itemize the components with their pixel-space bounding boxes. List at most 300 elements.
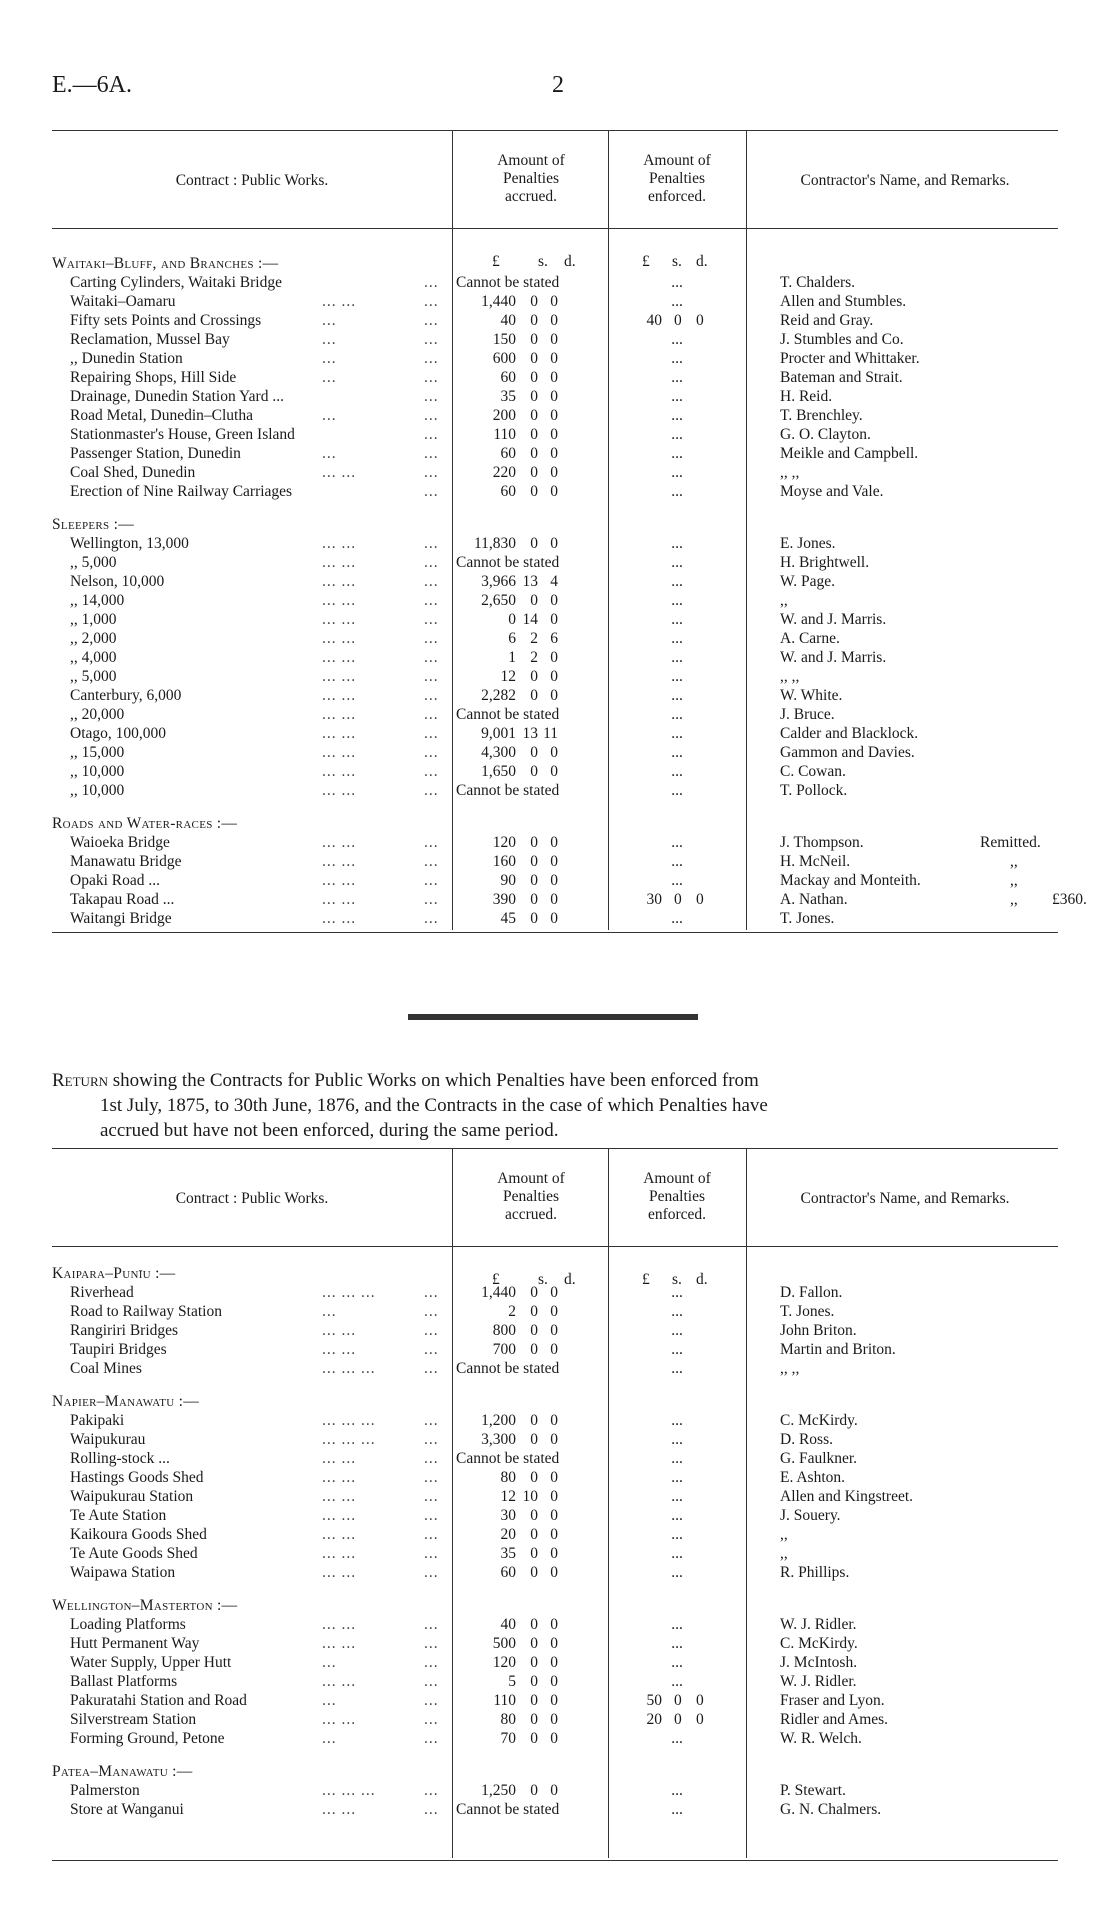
header-top-rule <box>52 1148 1058 1149</box>
header-accrued-line: accrued. <box>504 188 558 205</box>
contractor-name: C. McKirdy. <box>780 1412 858 1429</box>
contractor-name: G. N. Chalmers. <box>780 1801 882 1818</box>
row-dots: ... ... ... <box>322 1284 376 1301</box>
pence: 0 <box>550 1322 558 1339</box>
header-enforced-line: Amount of <box>643 152 711 169</box>
pounds: 60 <box>500 369 516 386</box>
pounds: 9,001 <box>481 725 516 742</box>
enforced-amount: ... <box>671 853 683 870</box>
pounds: 200 <box>492 407 516 424</box>
table-row <box>52 1563 1058 1582</box>
enforced-amount: ... <box>671 1635 683 1652</box>
accrued-amount: Cannot be stated <box>456 1360 560 1377</box>
row-label: Reclamation, Mussel Bay <box>70 331 230 348</box>
shillings: 0 <box>530 369 538 386</box>
shillings: 13 <box>522 725 538 742</box>
pence: 0 <box>550 1730 558 1747</box>
row-label: Te Aute Station <box>70 1507 167 1524</box>
shillings: 14 <box>522 611 538 628</box>
pence: 0 <box>550 1488 558 1505</box>
pence: 0 <box>550 483 558 500</box>
row-leader: ... <box>424 891 439 908</box>
table-bottom-rule <box>52 1860 1058 1861</box>
pence: 4 <box>550 573 558 590</box>
shillings: 0 <box>530 388 538 405</box>
shillings: 0 <box>530 1322 538 1339</box>
shillings: 0 <box>674 891 682 908</box>
row-label: Waipawa Station <box>70 1564 176 1581</box>
accrued-amount <box>456 330 608 349</box>
table-row <box>52 743 1058 762</box>
shillings: 0 <box>530 891 538 908</box>
pence: 0 <box>550 891 558 908</box>
row-leader: ... <box>424 1526 439 1543</box>
table-row <box>52 368 1058 387</box>
enforced-amount: ... <box>671 872 683 889</box>
row-leader: ... <box>424 1545 439 1562</box>
pounds: 30 <box>646 891 662 908</box>
enforced-amount: ... <box>671 1654 683 1671</box>
row-leader: ... <box>424 535 439 552</box>
row-label: Passenger Station, Dunedin <box>70 445 241 462</box>
table-row <box>52 1525 1058 1544</box>
enforced-amount: ... <box>671 725 683 742</box>
pence: 0 <box>550 834 558 851</box>
pence: 0 <box>550 464 558 481</box>
contractor-name: Meikle and Campbell. <box>780 445 919 462</box>
table-row <box>52 553 1058 572</box>
row-leader: ... <box>424 872 439 889</box>
table-row <box>52 406 1058 425</box>
accrued-amount <box>456 1710 608 1729</box>
accrued-amount <box>456 1615 608 1634</box>
pounds: 1,440 <box>481 293 516 310</box>
contractor-name: H. Brightwell. <box>780 554 870 571</box>
accrued-amount <box>456 349 608 368</box>
table-row <box>52 1430 1058 1449</box>
table-row <box>52 330 1058 349</box>
header-contract: Contract : Public Works. <box>175 172 329 189</box>
row-leader: ... <box>424 388 439 405</box>
accrued-amount <box>456 686 608 705</box>
table-row <box>52 425 1058 444</box>
section-title: Napier–Manawatu :— <box>52 1393 200 1410</box>
row-leader: ... <box>424 1730 439 1747</box>
contractor-name: W. and J. Marris. <box>780 611 887 628</box>
contractor-name: ,, ,, <box>780 1360 800 1377</box>
pence: 0 <box>696 891 704 908</box>
table-row <box>52 292 1058 311</box>
shillings: 0 <box>530 1303 538 1320</box>
accrued-amount: Cannot be stated <box>456 554 560 571</box>
header-enforced <box>612 1170 742 1224</box>
enforced-amount: ... <box>671 1341 683 1358</box>
enforced-amount: ... <box>671 1545 683 1562</box>
pence: 0 <box>550 1635 558 1652</box>
row-dots: ... ... <box>322 1469 357 1486</box>
table-row <box>52 890 1087 909</box>
pounds: 390 <box>492 891 516 908</box>
accrued-amount <box>456 572 608 591</box>
pounds: 6 <box>508 630 516 647</box>
row-label: Store at Wanganui <box>70 1801 184 1818</box>
contractor-name: D. Fallon. <box>780 1284 843 1301</box>
pounds: 800 <box>492 1322 516 1339</box>
pence: 0 <box>550 1469 558 1486</box>
pounds: 150 <box>492 331 516 348</box>
row-label: Otago, 100,000 <box>70 725 167 742</box>
table-row <box>52 1283 1058 1302</box>
contractor-name: H. McNeil. <box>780 853 851 870</box>
shillings: 0 <box>530 1469 538 1486</box>
enforced-amount: ... <box>671 1801 683 1818</box>
enforced-amount: ... <box>671 274 683 291</box>
document-reference: E.—6A. <box>52 72 132 98</box>
enforced-amount: ... <box>671 369 683 386</box>
row-label: ,, 10,000 <box>70 763 125 780</box>
contractor-name: Fraser and Lyon. <box>780 1692 885 1709</box>
pounds: 60 <box>500 1564 516 1581</box>
enforced-amount: ... <box>671 426 683 443</box>
contractor-name: ,, ,, <box>780 464 800 481</box>
row-label: Palmerston <box>70 1782 140 1799</box>
pence: 0 <box>550 350 558 367</box>
row-leader: ... <box>424 369 439 386</box>
table-row <box>52 781 1058 800</box>
pence: 0 <box>550 668 558 685</box>
contractor-name: W. J. Ridler. <box>780 1616 857 1633</box>
column-divider <box>608 130 609 930</box>
accrued-amount <box>456 762 608 781</box>
pounds: 12 <box>500 668 516 685</box>
row-label: Repairing Shops, Hill Side <box>70 369 237 386</box>
shillings: 0 <box>530 668 538 685</box>
shillings: 0 <box>674 1711 682 1728</box>
contractor-name: ,, <box>780 1545 788 1562</box>
contractor-name: Bateman and Strait. <box>780 369 903 386</box>
enforced-amount: ... <box>671 1360 683 1377</box>
contractor-name: T. Jones. <box>780 1303 835 1320</box>
row-label: Rangiriri Bridges <box>70 1322 179 1339</box>
row-dots: ... <box>322 1654 337 1671</box>
header-enforced <box>612 152 742 206</box>
shillings: 0 <box>530 1692 538 1709</box>
accrued-amount <box>456 833 608 852</box>
pounds: 1,440 <box>481 1284 516 1301</box>
table-row <box>52 1615 1058 1634</box>
header-enforced-line: Penalties <box>649 170 705 187</box>
row-dots: ... ... ... <box>322 1782 376 1799</box>
row-leader: ... <box>424 1341 439 1358</box>
pounds: 2 <box>508 1303 516 1320</box>
enforced-amount: ... <box>671 706 683 723</box>
enforced-amount: ... <box>671 630 683 647</box>
unit-label: £ <box>642 1271 650 1288</box>
pounds: 500 <box>492 1635 516 1652</box>
row-dots: ... ... <box>322 1711 357 1728</box>
row-dots: ... ... <box>322 1564 357 1581</box>
row-leader: ... <box>424 668 439 685</box>
header-accrued <box>456 1170 606 1224</box>
row-leader: ... <box>424 274 439 291</box>
table-row <box>52 686 1058 705</box>
enforced-amount: ... <box>671 445 683 462</box>
row-leader: ... <box>424 611 439 628</box>
contractor-name: ,, <box>780 1526 788 1543</box>
shillings: 10 <box>522 1488 538 1505</box>
page-number: 2 <box>552 72 564 98</box>
row-dots: ... ... <box>322 1488 357 1505</box>
row-label: ,, 1,000 <box>70 611 117 628</box>
row-dots: ... ... <box>322 464 357 481</box>
row-dots: ... ... <box>322 706 357 723</box>
unit-label: d. <box>564 253 576 270</box>
header-enforced-line: enforced. <box>647 188 707 205</box>
accrued-amount <box>456 311 608 330</box>
pence: 0 <box>550 1341 558 1358</box>
table-row <box>52 1653 1058 1672</box>
row-leader: ... <box>424 1616 439 1633</box>
header-accrued-line: Amount of <box>497 152 565 169</box>
accrued-amount: Cannot be stated <box>456 1801 560 1818</box>
row-leader: ... <box>424 426 439 443</box>
accrued-amount <box>456 1634 608 1653</box>
shillings: 0 <box>530 483 538 500</box>
pence: 0 <box>550 426 558 443</box>
shillings: 0 <box>530 350 538 367</box>
enforced-amount: ... <box>671 1673 683 1690</box>
header-bottom-rule <box>52 228 1058 229</box>
accrued-amount <box>456 743 608 762</box>
shillings: 0 <box>530 1673 538 1690</box>
row-label: Loading Platforms <box>70 1616 186 1633</box>
row-leader: ... <box>424 1469 439 1486</box>
row-dots: ... ... <box>322 649 357 666</box>
section-title: Roads and Water-races :— <box>52 815 238 832</box>
header-contract: Contract : Public Works. <box>175 1190 329 1207</box>
row-label: Carting Cylinders, Waitaki Bridge <box>70 274 282 291</box>
enforced-amount: ... <box>671 1616 683 1633</box>
row-dots: ... <box>322 407 337 424</box>
unit-label: d. <box>696 253 708 270</box>
contractor-name: J. Bruce. <box>780 706 835 723</box>
pence: 0 <box>550 744 558 761</box>
row-leader: ... <box>424 312 439 329</box>
row-label: ,, 14,000 <box>70 592 125 609</box>
row-leader: ... <box>424 1507 439 1524</box>
pounds: 2,282 <box>481 687 516 704</box>
accrued-amount <box>456 852 608 871</box>
row-label: ,, 5,000 <box>70 554 117 571</box>
row-leader: ... <box>424 1303 439 1320</box>
pounds: 45 <box>500 910 516 927</box>
enforced-amount: ... <box>671 554 683 571</box>
pence: 0 <box>550 1303 558 1320</box>
pence: 0 <box>550 407 558 424</box>
enforced-amount: ... <box>671 1526 683 1543</box>
accrued-amount <box>456 1506 608 1525</box>
table-row <box>52 1691 1058 1710</box>
row-leader: ... <box>424 782 439 799</box>
pounds: 20 <box>500 1526 516 1543</box>
pence: 0 <box>550 611 558 628</box>
row-label: Hutt Permanent Way <box>70 1635 200 1652</box>
enforced-amount: ... <box>671 573 683 590</box>
pounds: 120 <box>492 1654 516 1671</box>
pence: 0 <box>550 1673 558 1690</box>
row-label: Waitangi Bridge <box>70 910 172 927</box>
table-row <box>52 349 1058 368</box>
header-accrued-line: Penalties <box>503 1188 559 1205</box>
row-leader: ... <box>424 573 439 590</box>
penalties-table-1 <box>52 130 1087 960</box>
table-row <box>52 629 1058 648</box>
row-dots: ... ... <box>322 725 357 742</box>
contractor-name: Allen and Stumbles. <box>780 293 907 310</box>
row-leader: ... <box>424 834 439 851</box>
shillings: 0 <box>530 331 538 348</box>
row-label: Te Aute Goods Shed <box>70 1545 198 1562</box>
shillings: 0 <box>530 1545 538 1562</box>
shillings: 0 <box>530 1526 538 1543</box>
row-dots: ... ... <box>322 535 357 552</box>
shillings: 0 <box>530 426 538 443</box>
row-label: Waipukurau <box>70 1431 146 1448</box>
row-label: Coal Mines <box>70 1360 142 1377</box>
section-title: Sleepers :— <box>52 516 135 533</box>
enforced-amount: ... <box>671 1488 683 1505</box>
row-leader: ... <box>424 706 439 723</box>
enforced-amount: ... <box>671 910 683 927</box>
row-leader: ... <box>424 687 439 704</box>
table-row <box>52 463 1058 482</box>
row-leader: ... <box>424 1673 439 1690</box>
shillings: 0 <box>530 1564 538 1581</box>
row-label: Road Metal, Dunedin–Clutha <box>70 407 253 424</box>
accrued-amount <box>456 1544 608 1563</box>
pence: 0 <box>550 853 558 870</box>
row-label: Taupiri Bridges <box>70 1341 167 1358</box>
pounds: 80 <box>500 1711 516 1728</box>
pounds: 2,650 <box>481 592 516 609</box>
accrued-amount <box>456 482 608 501</box>
unit-label: d. <box>696 1271 708 1288</box>
accrued-amount <box>456 667 608 686</box>
enforced-amount: ... <box>671 834 683 851</box>
row-label: Wellington, 13,000 <box>70 535 189 552</box>
table-row <box>52 610 1058 629</box>
accrued-amount <box>456 292 608 311</box>
penalties-table-2 <box>52 1148 1058 1888</box>
shillings: 0 <box>530 592 538 609</box>
enforced-amount: ... <box>671 1564 683 1581</box>
shillings: 0 <box>530 872 538 889</box>
shillings: 0 <box>674 1692 682 1709</box>
shillings: 0 <box>530 687 538 704</box>
pounds: 120 <box>492 834 516 851</box>
row-leader: ... <box>424 649 439 666</box>
row-label: Kaikoura Goods Shed <box>70 1526 207 1543</box>
contractor-name: Calder and Blacklock. <box>780 725 919 742</box>
header-bottom-rule <box>52 1246 1058 1247</box>
pounds: 1,250 <box>481 1782 516 1799</box>
pence: 6 <box>550 630 558 647</box>
table-row <box>52 648 1058 667</box>
table-row <box>52 1710 1058 1729</box>
row-label: Road to Railway Station <box>70 1303 222 1320</box>
row-dots: ... ... ... <box>322 1412 376 1429</box>
enforced-amount: ... <box>671 407 683 424</box>
remark: ,, <box>1010 872 1018 889</box>
row-leader: ... <box>424 1564 439 1581</box>
row-dots: ... <box>322 445 337 462</box>
row-dots: ... ... <box>322 1450 357 1467</box>
accrued-amount <box>456 871 608 890</box>
accrued-amount <box>456 1525 608 1544</box>
pounds: 0 <box>508 611 516 628</box>
shillings: 0 <box>530 1782 538 1799</box>
enforced-amount: ... <box>671 744 683 761</box>
contractor-name: W. J. Ridler. <box>780 1673 857 1690</box>
contractor-name: Allen and Kingstreet. <box>780 1488 914 1505</box>
pounds: 1,200 <box>481 1412 516 1429</box>
pounds: 220 <box>492 464 516 481</box>
enforced-amount: ... <box>671 350 683 367</box>
row-dots: ... ... <box>322 1341 357 1358</box>
row-leader: ... <box>424 1322 439 1339</box>
row-label: Takapau Road ... <box>70 891 175 908</box>
row-leader: ... <box>424 1284 439 1301</box>
contractor-name: J. McIntosh. <box>780 1654 858 1671</box>
pence: 0 <box>550 763 558 780</box>
unit-label: s. <box>672 253 682 270</box>
enforced-amount: ... <box>671 1431 683 1448</box>
row-dots: ... ... <box>322 1801 357 1818</box>
shillings: 0 <box>530 407 538 424</box>
enforced-amount <box>612 1691 742 1710</box>
contractor-name: T. Chalders. <box>780 274 856 291</box>
row-leader: ... <box>424 853 439 870</box>
table-row <box>52 1800 1058 1819</box>
pence: 0 <box>550 1507 558 1524</box>
row-dots: ... ... <box>322 763 357 780</box>
pence: 0 <box>550 1654 558 1671</box>
shillings: 0 <box>530 1412 538 1429</box>
pence: 0 <box>550 445 558 462</box>
shillings: 13 <box>522 573 538 590</box>
column-divider <box>746 130 747 930</box>
pounds: 1,650 <box>481 763 516 780</box>
table-row <box>52 1321 1058 1340</box>
row-leader: ... <box>424 910 439 927</box>
shillings: 0 <box>530 1730 538 1747</box>
pounds: 90 <box>500 872 516 889</box>
contractor-name: D. Ross. <box>780 1431 833 1448</box>
pence: 0 <box>550 1564 558 1581</box>
accrued-amount <box>456 1563 608 1582</box>
enforced-amount <box>612 311 742 330</box>
enforced-amount: ... <box>671 687 683 704</box>
contractor-name: R. Phillips. <box>780 1564 850 1581</box>
header-contractor: Contractor's Name, and Remarks. <box>800 1190 1010 1207</box>
shillings: 0 <box>530 1711 538 1728</box>
pounds: 40 <box>500 1616 516 1633</box>
row-leader: ... <box>424 763 439 780</box>
column-divider <box>452 130 453 930</box>
pence: 11 <box>543 725 558 742</box>
row-leader: ... <box>424 1692 439 1709</box>
row-label: Canterbury, 6,000 <box>70 687 182 704</box>
